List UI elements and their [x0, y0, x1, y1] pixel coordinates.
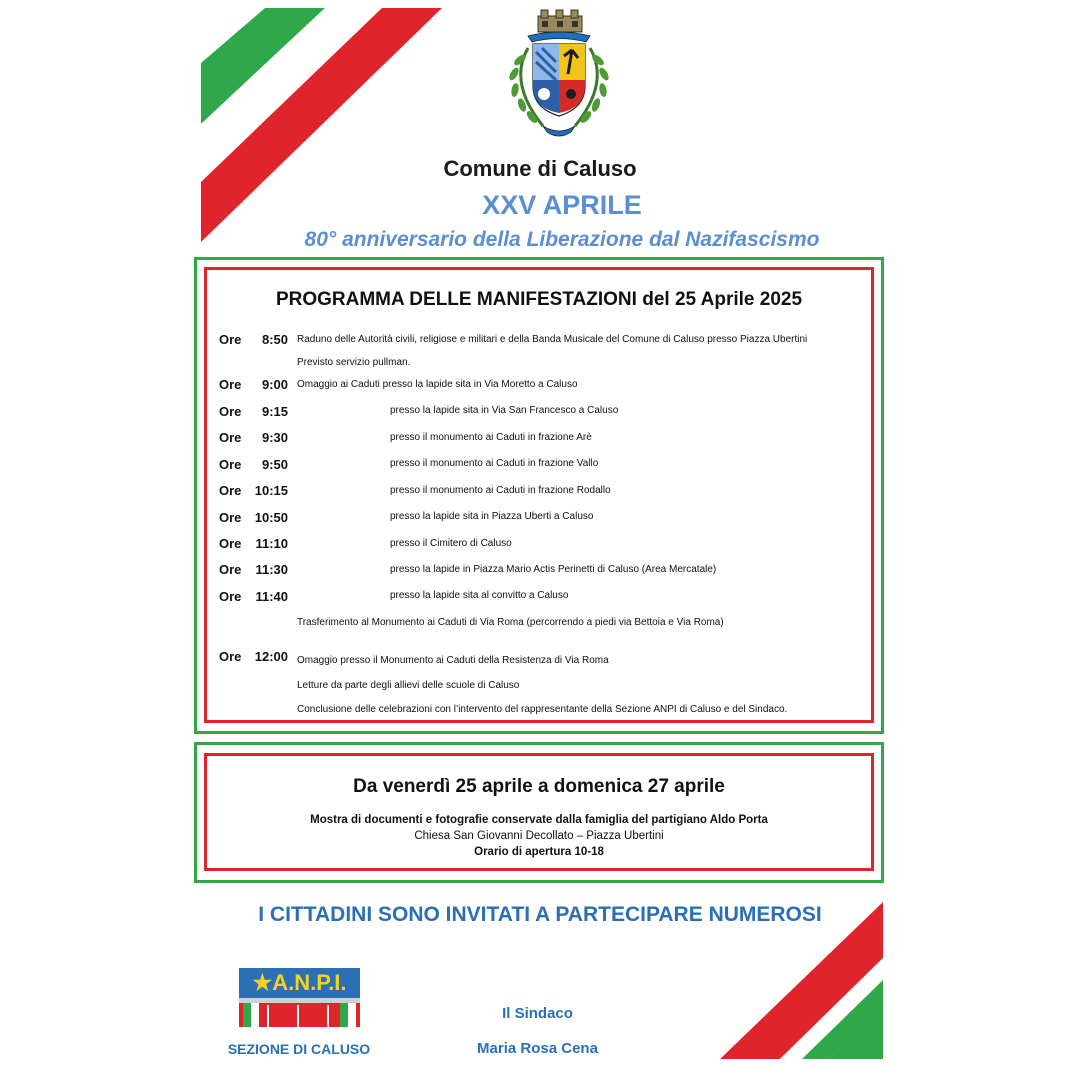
- ore-label: Ore: [219, 404, 242, 419]
- anpi-logo: [239, 968, 360, 1027]
- ore-label: Ore: [219, 536, 242, 551]
- schedule-time: 11:10: [255, 536, 288, 551]
- schedule-time: 12:00: [254, 649, 288, 664]
- ore-label: Ore: [219, 589, 242, 604]
- ore-label: Ore: [219, 510, 242, 525]
- schedule-note: Letture da parte degli allievi delle scuole di Caluso: [297, 680, 520, 691]
- schedule-time: 9:15: [261, 404, 288, 419]
- mayor-title: Il Sindaco: [502, 1005, 573, 1022]
- exhibition-hours: Orario di apertura 10-18: [474, 846, 604, 858]
- schedule-note: Conclusione delle celebrazioni con l’intervento del rappresentante della Sezione ANPI di Caluso e del Sindaco.: [297, 704, 788, 715]
- schedule-time: 10:50: [254, 510, 288, 525]
- schedule-time: 9:00: [261, 377, 288, 392]
- schedule-note: Trasferimento al Monumento ai Caduti di Via Roma (percorrendo a piedi via Bettoia e Via Roma): [297, 617, 724, 628]
- ore-label: Ore: [219, 377, 242, 392]
- schedule-description: Raduno delle Autorità civili, religiose e militari e della Banda Musicale del Comune di Caluso presso Piazza Ubertini: [297, 334, 808, 345]
- schedule-time: 9:50: [261, 457, 288, 472]
- schedule-description: presso la lapide sita al convitto a Caluso: [390, 590, 569, 601]
- schedule-description: presso il monumento ai Caduti in frazione Vallo: [390, 458, 599, 469]
- schedule-description: presso il Cimitero di Caluso: [390, 538, 512, 549]
- schedule-note: Previsto servizio pullman.: [297, 357, 411, 368]
- event-title: XXV APRILE: [482, 190, 642, 220]
- schedule-description: presso il monumento ai Caduti in frazione Arè: [390, 432, 592, 443]
- ore-label: Ore: [219, 332, 242, 347]
- schedule-description: presso la lapide sita in Via San Francesco a Caluso: [390, 405, 619, 416]
- exhibition-title: Da venerdì 25 aprile a domenica 27 aprile: [353, 776, 725, 797]
- schedule-description: presso la lapide in Piazza Mario Actis Perinetti di Caluso (Area Mercatale): [390, 564, 717, 575]
- anpi-logo-text: ★A.N.P.I.: [252, 970, 347, 995]
- caluso-coat-of-arms: [498, 8, 620, 140]
- anniversary-subtitle: 80° anniversario della Liberazione dal Nazifascismo: [304, 228, 820, 251]
- ore-label: Ore: [219, 457, 242, 472]
- exhibition-description: Mostra di documenti e fotografie conservate dalla famiglia del partigiano Aldo Porta: [310, 814, 768, 826]
- schedule-description: Omaggio presso il Monumento ai Caduti della Resistenza di Via Roma: [297, 655, 609, 666]
- invitation-banner: I CITTADINI SONO INVITATI A PARTECIPARE NUMEROSI: [258, 903, 822, 926]
- programme-title: PROGRAMMA DELLE MANIFESTAZIONI del 25 Aprile 2025: [275, 289, 803, 310]
- schedule-description: Omaggio ai Caduti presso la lapide sita in Via Moretto a Caluso: [297, 379, 578, 390]
- ore-label: Ore: [219, 562, 242, 577]
- schedule-time: 10:15: [254, 483, 288, 498]
- ore-label: Ore: [219, 430, 242, 445]
- schedule-description: presso il monumento ai Caduti in frazione Rodallo: [390, 485, 611, 496]
- mayor-name: Maria Rosa Cena: [477, 1040, 598, 1057]
- exhibition-location: Chiesa San Giovanni Decollato – Piazza Ubertini: [414, 830, 664, 842]
- schedule-time: 9:30: [261, 430, 288, 445]
- ore-label: Ore: [219, 483, 242, 498]
- schedule-time: 11:30: [255, 562, 288, 577]
- ore-label: Ore: [219, 649, 242, 664]
- schedule-time: 11:40: [255, 589, 288, 604]
- schedule-description: presso la lapide sita in Piazza Uberti a Caluso: [390, 511, 594, 522]
- comune-title: Comune di Caluso: [443, 156, 637, 181]
- schedule-time: 8:50: [261, 332, 288, 347]
- anpi-section-label: SEZIONE DI CALUSO: [227, 1041, 371, 1057]
- anpi-flag-icon: [239, 1003, 360, 1027]
